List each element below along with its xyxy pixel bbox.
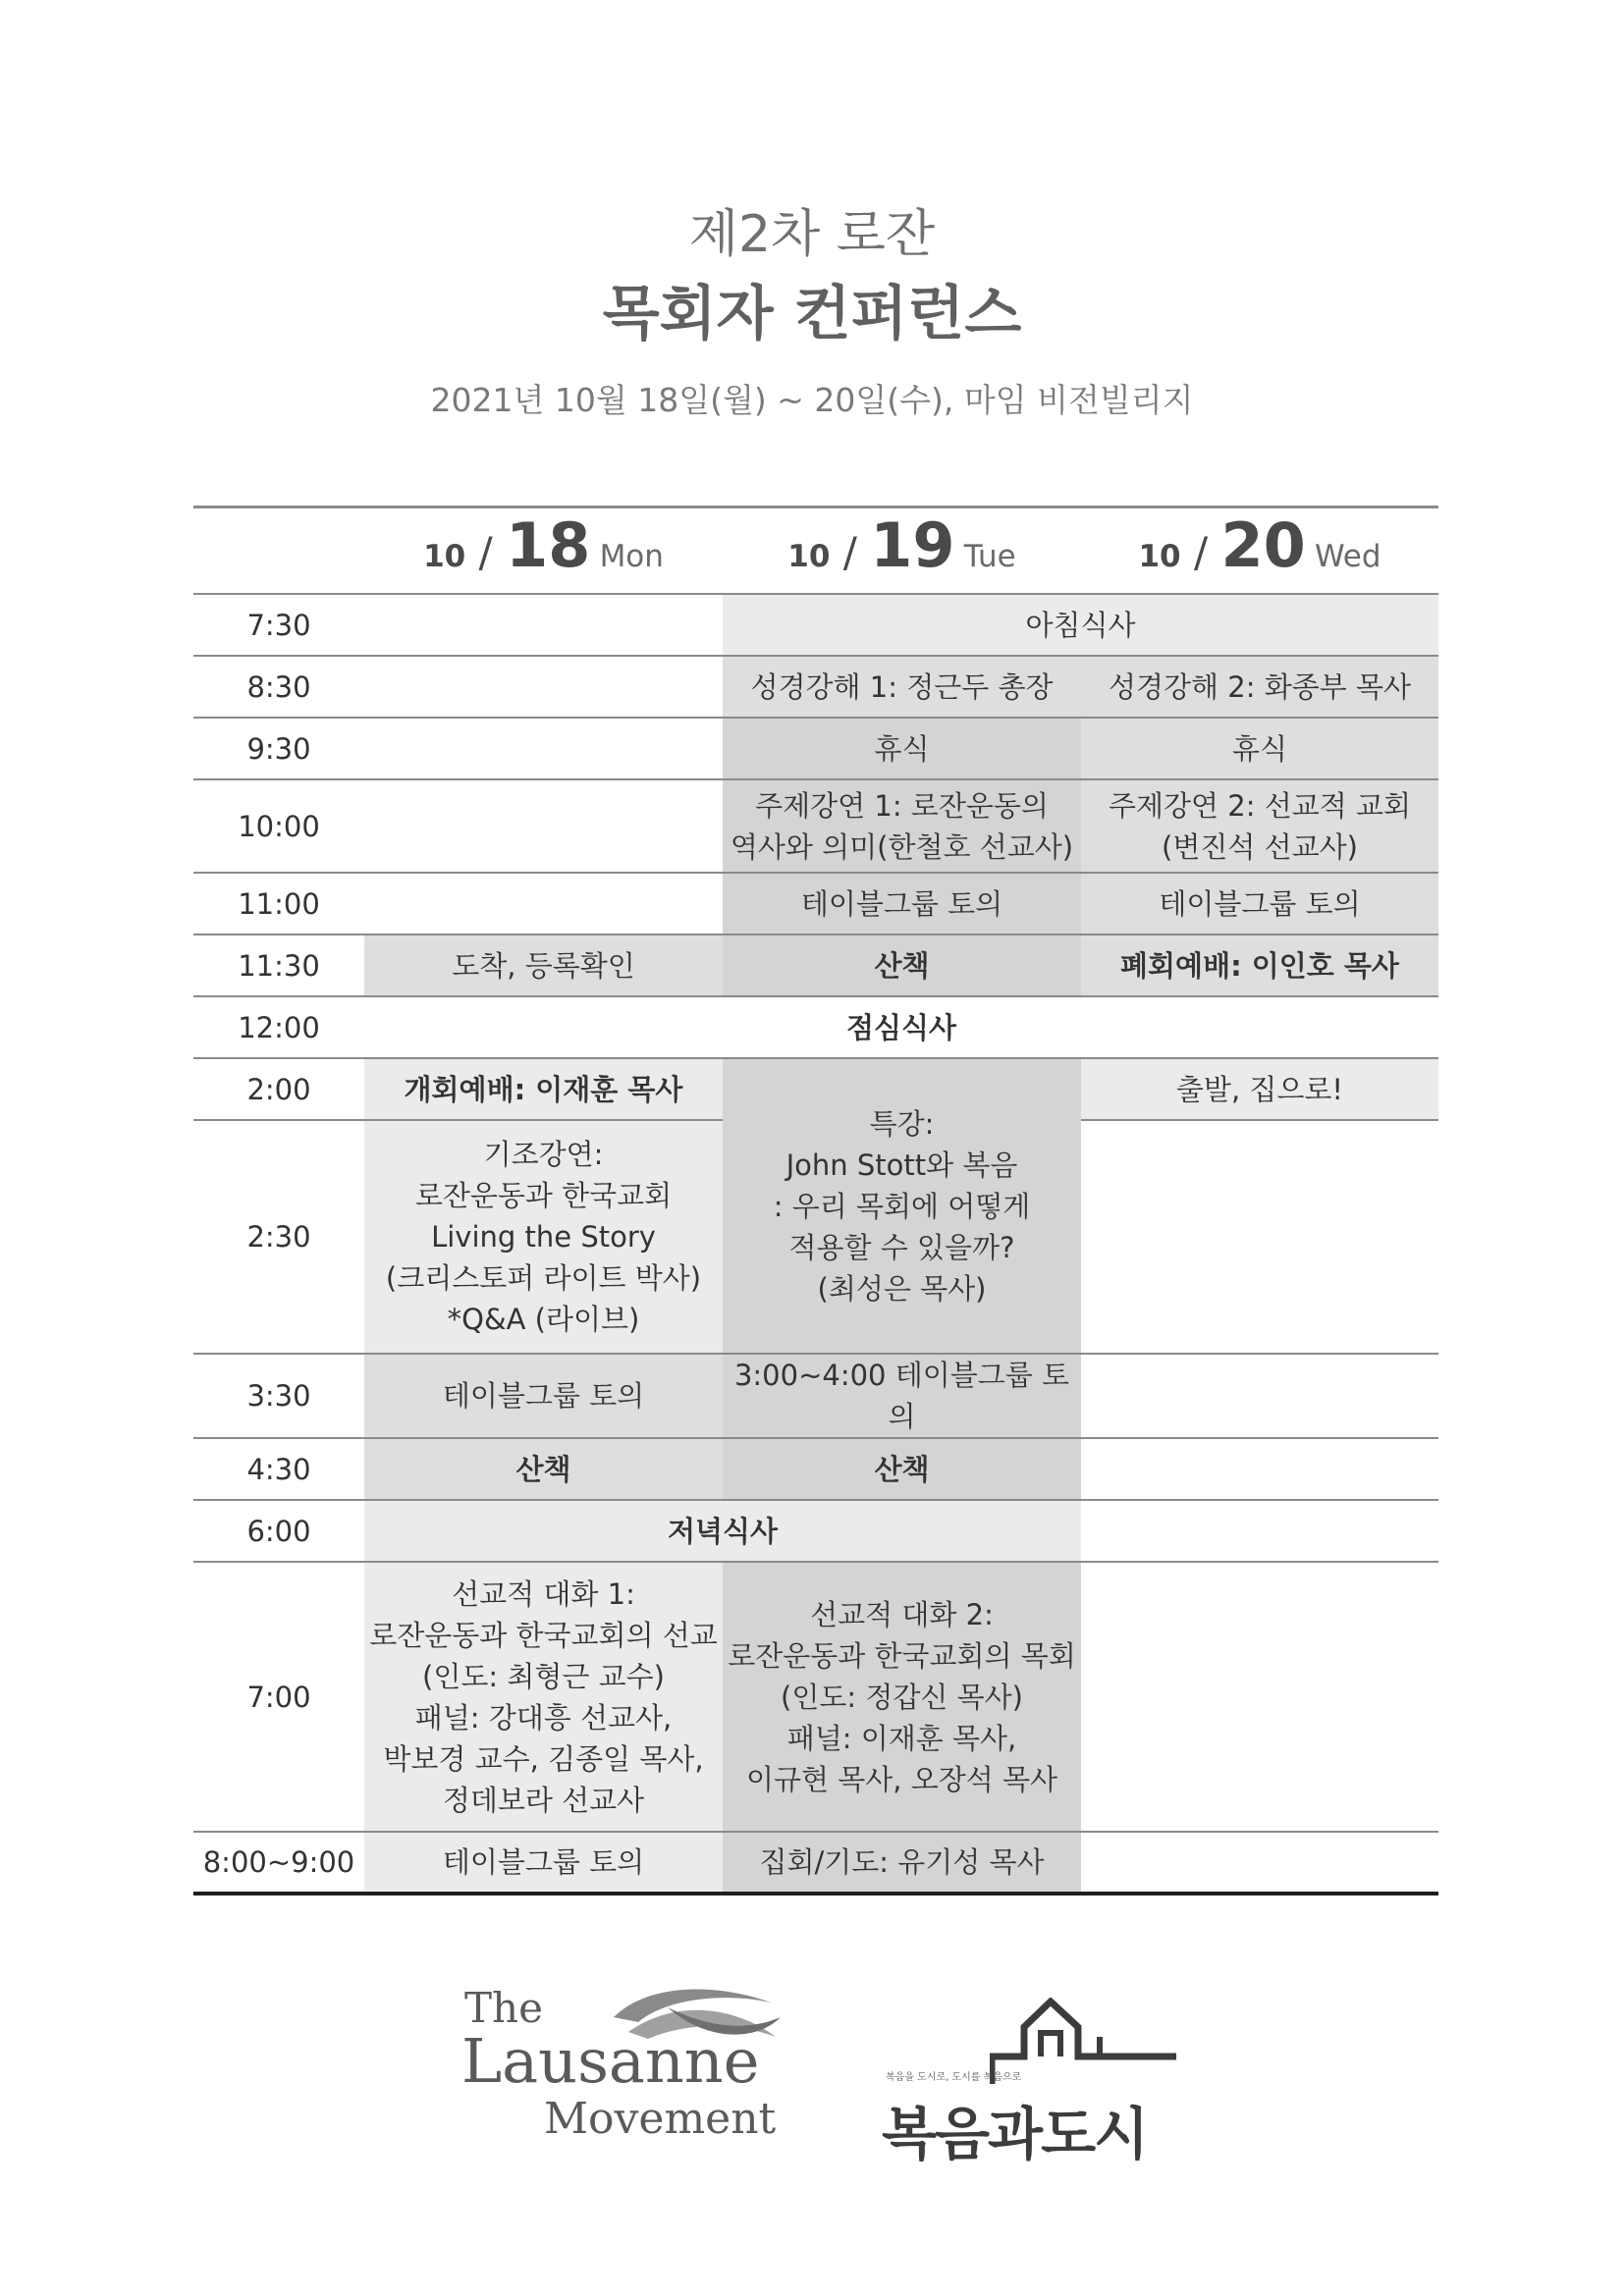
day-month: 10 <box>423 538 466 574</box>
empty-cell <box>364 718 723 779</box>
walk-cell: 산책 <box>364 1438 723 1500</box>
schedule-row <box>193 996 1438 1058</box>
keynote-address-line: 로잔운동과 한국교회 <box>414 1179 673 1212</box>
dialogue-line: 정데보라 선교사 <box>442 1783 645 1817</box>
keynote-1-line: 역사와 의미(한철호 선교사) <box>730 829 1074 864</box>
departure-cell: 출발, 집으로! <box>1081 1058 1438 1120</box>
keynote-2-line: (변진석 선교사) <box>1162 829 1358 864</box>
time-cell: 11:30 <box>193 934 364 996</box>
bible-exposition-2-cell: 성경강해 2: 화종부 목사 <box>1081 656 1438 718</box>
dialogue-line: (인도: 최형근 교수) <box>422 1659 665 1693</box>
gospel-and-city-logo <box>882 1998 1186 2167</box>
special-lecture-line: 특강: <box>869 1106 935 1141</box>
table-group-cell: 테이블그룹 토의 <box>1081 873 1438 934</box>
schedule-row <box>193 718 1438 779</box>
empty-cell <box>364 779 723 873</box>
day-header-mon <box>364 507 723 595</box>
special-lecture-line: : 우리 목회에 어떻게 <box>773 1189 1031 1223</box>
empty-cell <box>1081 1354 1438 1438</box>
keynote-address-line: Living the Story <box>431 1220 656 1254</box>
dialogue-line: 박보경 교수, 김종일 목사, <box>383 1741 704 1776</box>
empty-cell <box>364 656 723 718</box>
schedule-row <box>193 1500 1438 1562</box>
special-lecture-line: (최성은 목사) <box>817 1271 987 1306</box>
rest-cell: 휴식 <box>723 718 1081 779</box>
walk-cell: 산책 <box>723 1438 1081 1500</box>
dialogue-line: 로잔운동과 한국교회의 목회 <box>728 1638 1076 1673</box>
day-header-wed <box>1081 507 1438 595</box>
empty-cell <box>1081 1500 1438 1562</box>
time-cell: 9:30 <box>193 718 364 779</box>
day-header-tue <box>723 507 1081 595</box>
table-group-cell: 테이블그룹 토의 <box>364 1354 723 1438</box>
time-cell: 12:00 <box>193 996 364 1058</box>
time-cell: 10:00 <box>193 779 364 873</box>
empty-cell <box>1081 1832 1438 1894</box>
dinner-cell: 저녁식사 <box>364 1500 1081 1562</box>
mission-dialogue-1-cell <box>364 1562 723 1832</box>
lausanne-logo-name: Lausanne <box>461 2025 760 2097</box>
day-weekday: Mon <box>599 538 664 574</box>
schedule-row <box>193 1354 1438 1438</box>
dialogue-line: 패널: 이재훈 목사, <box>786 1721 1017 1755</box>
conference-title-line1: 제2차 로잔 <box>688 205 936 264</box>
special-lecture-line: John Stott와 복음 <box>785 1148 1018 1182</box>
keynote-address-cell <box>364 1120 723 1354</box>
special-lecture-cell <box>723 1058 1081 1354</box>
day-header-row <box>193 507 1438 595</box>
lunch-cell: 점심식사 <box>364 996 1438 1058</box>
table-group-cell: 3:00~4:00 테이블그룹 토의 <box>723 1354 1081 1438</box>
conference-date-venue: 2021년 10월 18일(월) ~ 20일(수), 마임 비전빌리지 <box>430 381 1194 419</box>
time-cell: 2:30 <box>193 1120 364 1354</box>
conference-title-line2: 목회자 컨퍼런스 <box>602 280 1022 348</box>
date-slash: / <box>830 527 871 576</box>
time-cell: 4:30 <box>193 1438 364 1500</box>
dialogue-line: 로잔운동과 한국교회의 선교 <box>369 1618 718 1652</box>
time-cell: 6:00 <box>193 1500 364 1562</box>
keynote-1-cell <box>723 779 1081 873</box>
bible-exposition-1-cell: 성경강해 1: 정근두 총장 <box>723 656 1081 718</box>
lausanne-logo-movement: Movement <box>544 2094 777 2144</box>
schedule-row <box>193 656 1438 718</box>
table-group-cell: 테이블그룹 토의 <box>364 1832 723 1894</box>
day-month: 10 <box>1138 538 1181 574</box>
empty-cell <box>364 873 723 934</box>
lausanne-movement-logo <box>461 1978 785 2150</box>
dialogue-line: (인도: 정갑신 목사) <box>781 1680 1023 1714</box>
keynote-2-line: 주제강연 2: 선교적 교회 <box>1108 788 1411 823</box>
day-number: 18 <box>506 508 591 581</box>
time-cell: 11:00 <box>193 873 364 934</box>
dialogue-line: 선교적 대화 2: <box>810 1597 994 1631</box>
time-cell: 3:30 <box>193 1354 364 1438</box>
day-month: 10 <box>787 538 831 574</box>
gospel-logo-name: 복음과도시 <box>882 2101 1148 2167</box>
dialogue-line: 이규현 목사, 오장석 목사 <box>745 1762 1057 1796</box>
keynote-address-line: *Q&A (라이브) <box>447 1303 640 1336</box>
table-group-cell: 테이블그룹 토의 <box>723 873 1081 934</box>
opening-worship-cell: 개회예배: 이재훈 목사 <box>364 1058 723 1120</box>
day-number: 19 <box>870 508 955 581</box>
keynote-address-line: (크리스토퍼 라이트 박사) <box>385 1261 702 1295</box>
closing-worship-cell: 폐회예배: 이인호 목사 <box>1081 934 1438 996</box>
gospel-logo-tagline: 복음을 도시로, 도시를 복음으로 <box>886 2072 1022 2083</box>
time-header-empty <box>193 507 364 595</box>
breakfast-cell: 아침식사 <box>723 594 1438 656</box>
keynote-address-line: 기조강연: <box>483 1138 604 1171</box>
dialogue-line: 패널: 강대흥 선교사, <box>414 1700 673 1735</box>
keynote-1-line: 주제강연 1: 로잔운동의 <box>755 788 1049 823</box>
lausanne-logo-the: The <box>464 1984 543 2032</box>
schedule-table <box>193 506 1438 1896</box>
day-number: 20 <box>1220 508 1306 581</box>
prayer-meeting-cell: 집회/기도: 유기성 목사 <box>723 1832 1081 1894</box>
schedule-row <box>193 934 1438 996</box>
date-slash: / <box>465 527 507 576</box>
empty-cell <box>1081 1120 1438 1354</box>
empty-cell <box>1081 1438 1438 1500</box>
schedule-row <box>193 1058 1438 1120</box>
schedule-row <box>193 1438 1438 1500</box>
date-slash: / <box>1180 527 1221 576</box>
special-lecture-line: 적용할 수 있을까? <box>788 1230 1015 1264</box>
day-weekday: Wed <box>1314 538 1381 574</box>
time-cell: 7:30 <box>193 594 364 656</box>
schedule-row <box>193 594 1438 656</box>
walk-cell: 산책 <box>723 934 1081 996</box>
rest-cell: 휴식 <box>1081 718 1438 779</box>
time-cell: 8:30 <box>193 656 364 718</box>
time-cell: 2:00 <box>193 1058 364 1120</box>
schedule-row <box>193 1562 1438 1832</box>
dialogue-line: 선교적 대화 1: <box>452 1576 635 1611</box>
keynote-2-cell <box>1081 779 1438 873</box>
empty-cell <box>364 594 723 656</box>
day-weekday: Tue <box>963 538 1016 574</box>
schedule-row <box>193 1832 1438 1894</box>
empty-cell <box>1081 1562 1438 1832</box>
time-cell: 8:00~9:00 <box>193 1832 364 1894</box>
mission-dialogue-2-cell <box>723 1562 1081 1832</box>
arrival-cell: 도착, 등록확인 <box>364 934 723 996</box>
schedule-row <box>193 873 1438 934</box>
schedule-row <box>193 779 1438 873</box>
time-cell: 7:00 <box>193 1562 364 1832</box>
